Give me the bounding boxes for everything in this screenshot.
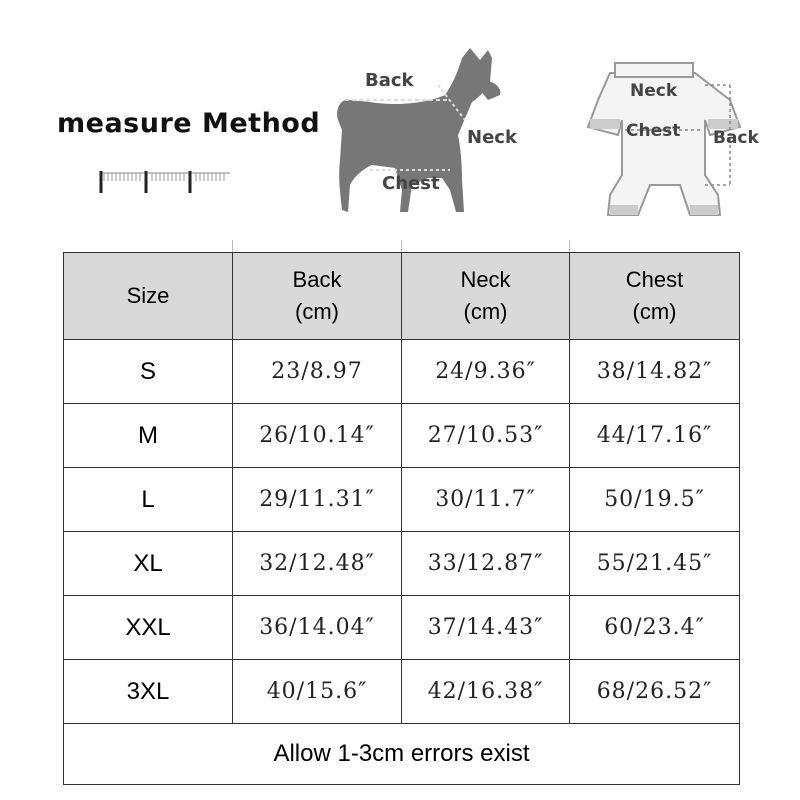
header-back: Back (cm) xyxy=(233,253,402,340)
neck-cell: 42/16.38″ xyxy=(402,660,570,724)
table-row xyxy=(64,468,740,532)
measure-method-title: measure Method xyxy=(57,108,321,139)
table-header-row xyxy=(64,253,740,340)
table-row xyxy=(64,404,740,468)
header-chest: Chest (cm) xyxy=(570,253,740,340)
size-cell: S xyxy=(64,340,233,404)
header-neck: Neck (cm) xyxy=(402,253,570,340)
table-row xyxy=(64,340,740,404)
table-row xyxy=(64,660,740,724)
neck-cell: 30/11.7″ xyxy=(402,468,570,532)
chest-cell: 38/14.82″ xyxy=(570,340,740,404)
dog-measure-diagram xyxy=(310,40,560,230)
dog-chest-label: Chest xyxy=(382,173,440,194)
measure-method-header xyxy=(0,0,800,240)
suit-chest-label: Chest xyxy=(626,121,681,141)
neck-cell: 27/10.53″ xyxy=(402,404,570,468)
jumpsuit-outline-icon xyxy=(570,55,800,230)
back-cell: 40/15.6″ xyxy=(233,660,402,724)
ruler-icon xyxy=(98,165,238,195)
dog-silhouette-icon xyxy=(310,40,560,230)
table-row xyxy=(64,596,740,660)
suit-back-label: Back xyxy=(713,128,759,148)
dog-back-label: Back xyxy=(365,70,414,91)
size-cell: XL xyxy=(64,532,233,596)
size-chart-table xyxy=(63,252,740,785)
back-cell: 29/11.31″ xyxy=(233,468,402,532)
size-cell: 3XL xyxy=(64,660,233,724)
back-cell: 26/10.14″ xyxy=(233,404,402,468)
errors-note: Allow 1-3cm errors exist xyxy=(64,724,740,785)
divider xyxy=(232,240,233,252)
neck-cell: 37/14.43″ xyxy=(402,596,570,660)
back-cell: 36/14.04″ xyxy=(233,596,402,660)
chest-cell: 50/19.5″ xyxy=(570,468,740,532)
size-cell: M xyxy=(64,404,233,468)
chest-cell: 44/17.16″ xyxy=(570,404,740,468)
back-cell: 32/12.48″ xyxy=(233,532,402,596)
divider xyxy=(401,240,402,252)
table-row xyxy=(64,532,740,596)
table-note-row xyxy=(64,724,740,785)
chest-cell: 68/26.52″ xyxy=(570,660,740,724)
jumpsuit-measure-diagram xyxy=(570,55,800,230)
neck-cell: 24/9.36″ xyxy=(402,340,570,404)
chest-cell: 55/21.45″ xyxy=(570,532,740,596)
dog-neck-label: Neck xyxy=(467,127,517,148)
size-cell: L xyxy=(64,468,233,532)
header-size: Size xyxy=(64,253,233,340)
chest-cell: 60/23.4″ xyxy=(570,596,740,660)
divider xyxy=(569,240,570,252)
back-cell: 23/8.97 xyxy=(233,340,402,404)
size-cell: XXL xyxy=(64,596,233,660)
neck-cell: 33/12.87″ xyxy=(402,532,570,596)
suit-neck-label: Neck xyxy=(630,81,678,101)
